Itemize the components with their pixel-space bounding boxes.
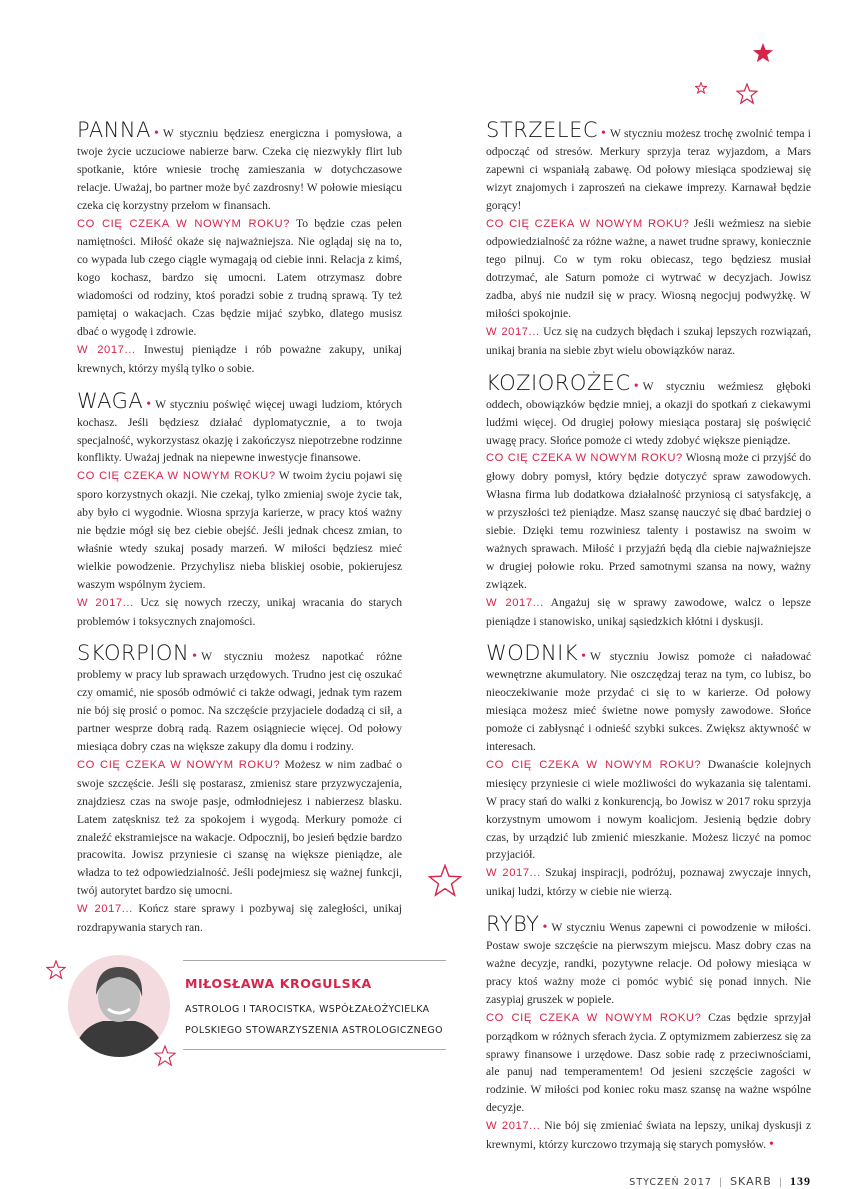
tip-label: W 2017... [77, 903, 133, 916]
year-label: CO CIĘ CZEKA W NOWYM ROKU? [77, 758, 281, 771]
bullet-dot: • [633, 378, 639, 394]
year-text: W twoim życiu pojawi się sporo korzystnych okazji. Nie czekaj, tylko zmieniaj swoje życie tak, aby było ci wygodnie. Wiosna sprzyja karierze, w pracy ktoś ważny nie będzie mógł się bez ciebie obejść. Jeśli jednak chcesz zmian, to właśnie wtedy szukaj posady marzeń. W miłości będziesz mieć wielkie powodzenie. Przychylisz nieba bliskiej osobie, pokierujesz waszym wspólnym życiem. [77, 469, 402, 591]
tip-label: W 2017... [486, 596, 544, 609]
sign-title: STRZELEC [486, 118, 599, 142]
year-text: Dwanaście kolejnych miesięcy przyniesie ci wiele możliwości do wykazania się talentami. W pracy stań do walki z konkurencją, bo Jowisz w 2017 roku sprzyja korzystnym umowom i nowym koalicjom. Jesienią będzie dobry czas, by urządzić lub zmienić mieszkanie. Możesz liczyć na pomoc przyjaciół. [486, 757, 811, 862]
horoscope-strzelec [486, 118, 811, 360]
sign-title: KOZIOROŻEC [486, 370, 631, 395]
tip-label: W 2017... [77, 343, 136, 356]
tip-text: Kończ stare sprawy i pozbywaj się zaległości, unikaj rozdrapywania starych ran. [77, 902, 402, 935]
author-box [183, 960, 446, 1050]
bullet-dot: • [581, 649, 587, 665]
author-photo [68, 955, 170, 1057]
month-text: W styczniu Jowisz pomoże ci naładować wewnętrzne akumulatory. Nie oszczędzaj teraz na tym, co lubisz, bo nieoczekiwanie może przydać ci się to w karierze. Od połowy miesiąca możesz mieć świetne nowe pomysły zawodowe. Słońce pomoże ci zabłysnąć i odnieść szybki sukces. Zwiększ aktywność w interesach. [486, 650, 811, 753]
month-text: W styczniu weźmiesz głęboki oddech, obowiązków będzie mniej, a okazji do spotkań z ciekawymi ludźmi więcej. Od drugiej połowy miesiąca postaraj się poświęcić uwagę pracy. Słońce pomoże ci wtedy zdobyć większe pieniądze. [486, 379, 811, 447]
author-role-line: POLSKIEGO STOWARZYSZENIA ASTROLOGICZNEGO [185, 1024, 443, 1036]
page-number: 139 [790, 1173, 811, 1188]
author-role-line: ASTROLOG I TAROCISTKA, WSPÓŁZAŁOŻYCIELKA [185, 1003, 430, 1015]
month-text: W styczniu poświęć więcej uwagi ludziom, których kochasz. Jeśli będziesz działać dyplomatycznie, a to twoja specjalność, wykorzystasz okazję i zakończysz niepotrzebne rodzinne konflikty. Uważaj jednak na niepewne inwestycje finansowe. [77, 397, 402, 465]
tip-label: W 2017... [486, 1120, 541, 1133]
month-text: W styczniu możesz trochę zwolnić tempa i odpocząć od stresów. Merkury sprzyja teraz wyjazdom, a Mars zapewni ci wspaniałą zabawę. Od połowy miesiąca spodziewaj się wizyt znajomych i zaproszeń na ciekawe imprezy. Karnawał będzie gorący! [486, 127, 811, 212]
sign-title: WAGA [77, 388, 144, 413]
bullet-dot: • [192, 649, 198, 665]
year-text: Jeśli weźmiesz na siebie odpowiedzialność za różne ważne, a nawet trudne sprawy, koniecznie tego pilnuj. Co w tym roku obiecasz, tego będziesz musiał dotrzymać, ale Saturn pomoże ci wytrwać w decyzjach. Jowisz zadba, abyś nie nudził się w pracy. Wiosną negocjuj podwyżkę. W miłości spokojnie. [486, 216, 811, 321]
month-text: W styczniu Wenus zapewni ci powodzenie w miłości. Postaw swoje szczęście na pierwszym miejscu. Masz dobry czas na ważne decyzje, randki, pozytywne relacje. Od połowy miesiąca w pracy ktoś ważny może ci pomóc wybić się ponad innych. Nie zasypiaj gruszek w popiele. [486, 921, 811, 1006]
sign-title: SKORPION [77, 641, 190, 666]
bullet-dot: • [542, 920, 548, 936]
tip-text: Szukaj inspiracji, podróżuj, poznawaj zwyczaje innych, unikaj ludzi, którzy w ciebie nie wierzą. [486, 866, 811, 899]
tip-text: Angażuj się w sprawy zawodowe, walcz o lepsze pieniądze i stanowisko, unikaj sąsiedzkich kłótni i dyskusji. [486, 595, 812, 628]
sign-title: PANNA [77, 118, 151, 142]
tip-label: W 2017... [486, 867, 541, 880]
year-text: To będzie czas pełen namiętności. Miłość okaże się najważniejsza. Nie oglądaj się na to, co wypada lub czego ciągle wymagają od ciebie inni. Relacja z kimś, kogo kochasz, bardzo się umocni. Latem otrzymasz dobre wiadomości od rodziny, ktoś poradzi sobie z trudną sprawą. Ty też pamiętaj o wakacjach. Czas będzie mijać szybko, dlatego musisz dbać o wygodę i zdrowie. [77, 216, 402, 338]
horoscope-wodnik [486, 641, 811, 901]
author-role [185, 999, 443, 1041]
horoscope-panna [77, 118, 403, 378]
sign-title: WODNIK [486, 641, 579, 666]
tip-label: W 2017... [77, 596, 134, 609]
year-label: CO CIĘ CZEKA W NOWYM ROKU? [486, 1011, 702, 1024]
month-text: W styczniu możesz napotkać różne problemy w pracy lub sprawach urzędowych. Trudno jest cię oszukać czy omamić, nie sposób odmówić ci także odwagi, jednak tym razem nie bój się prosić o pomoc. Na szczęście przyjaciele dodadzą ci sił, a partner wesprze dobrą radą. Razem osiągniecie więcej. Od połowy miesiąca dobry czas na większe zakupy dla domu i rodziny. [77, 650, 402, 753]
tip-text: Ucz się nowych rzeczy, unikaj wracania do starych problemów i toksycznych znajomości. [77, 595, 403, 628]
year-text: Wiosną może ci przyjść do głowy dobry pomysł, który będzie dotyczyć spraw zawodowych. Własna firma lub dodatkowa działalność przyniosą ci satysfakcję, a w przyszłości też pieniądze. Masz szansę nauczyć się dbać bardziej o siebie. Dzięki temu rozwiniesz talenty i postawisz na swoim w ważnych sprawach. Miłość i przyjaźń będą dla ciebie najważniejsze w drugiej połowie roku. Przed samotnymi szansa na nowy, ważny związek. [486, 451, 811, 591]
author-block [77, 955, 443, 1065]
left-column [77, 118, 443, 1065]
page-footer: STYCZEŃ 2017 | SKARB | 139 [629, 1173, 811, 1188]
bullet-dot: • [601, 126, 606, 141]
author-name: MIŁOSŁAWA KROGULSKA [185, 975, 372, 991]
bullet-dot: • [146, 396, 152, 412]
star-outline-icon [736, 83, 758, 105]
year-label: CO CIĘ CZEKA W NOWYM ROKU? [486, 217, 690, 230]
horoscope-skorpion [77, 641, 402, 937]
year-text: Możesz w nim zadbać o swoje szczęście. Jeśli się postarasz, zmienisz stare przyzwyczajenia, znajdziesz czas na swoje pasje, odmłodniejesz i nabierzesz blasku. Latem zatęsknisz też za spokojem i wygodą. Merkury pomoże ci znaleźć ekstramiejsce na wakacje. Odpocznij, bo jesień będzie bardzo pracowita. Jowisz przyniesie ci szansę na większe pieniądze, ale władza to też odpowiedzialność. Jeśli podejmiesz się ważnej funkcji, twój autorytet bardzo się umocni. [77, 757, 402, 898]
footer-magazine: SKARB [730, 1174, 772, 1188]
end-dot: • [769, 1137, 774, 1153]
tip-text: Inwestuj pieniądze i rób poważne zakupy, unikaj krewnych, którzy myślą tylko o sobie. [77, 342, 403, 375]
bullet-dot: • [153, 126, 159, 141]
star-icon [752, 42, 774, 64]
year-label: CO CIĘ CZEKA W NOWYM ROKU? [77, 470, 276, 483]
star-outline-icon [428, 864, 462, 898]
year-label: CO CIĘ CZEKA W NOWYM ROKU? [486, 758, 702, 771]
footer-month: STYCZEŃ 2017 [629, 1176, 712, 1188]
sign-title: RYBY [486, 912, 540, 937]
year-label: CO CIĘ CZEKA W NOWYM ROKU? [486, 452, 683, 465]
year-text: Czas będzie sprzyjał porządkom w różnych sferach życia. Z optymizmem zabierzesz się za sprawy finansowe i urzędowe. Dasz sobie radę z przeciwnościami, ale panuj nad temperamentem! Od jesieni szczęście zagości w rodzinie. W miłości pod koniec roku masz szansę na ważne wspólne decyzje. [486, 1010, 811, 1115]
right-column [486, 118, 812, 1189]
tip-label: W 2017... [486, 325, 540, 338]
star-outline-icon [46, 960, 66, 980]
tip-text: Nie bój się zmieniać świata na lepszy, unikaj dyskusji z krewnymi, którzy kurczowo trzymają się starych pomysłów. [486, 1119, 811, 1152]
star-outline-icon [695, 82, 707, 94]
horoscope-koziorożec [486, 370, 812, 631]
star-outline-icon [154, 1045, 176, 1067]
year-label: CO CIĘ CZEKA W NOWYM ROKU? [77, 217, 290, 230]
month-text: W styczniu będziesz energiczna i pomysłowa, a twoje życie uczuciowe nabierze barw. Czeka cię niezwykły flirt lub spotkanie, które wniesie trochę zamieszania w dotychczasowe relacje. Uważaj, bo partner może być zazdrosny! W połowie miesiącu czeka cię korzystny przełom w finansach. [77, 127, 402, 212]
horoscope-waga [77, 388, 403, 631]
horoscope-ryby [486, 912, 811, 1154]
tip-text: Ucz się na cudzych błędach i szukaj lepszych rozwiązań, unikaj brania na siebie zbyt wielu obowiązków naraz. [486, 324, 811, 357]
